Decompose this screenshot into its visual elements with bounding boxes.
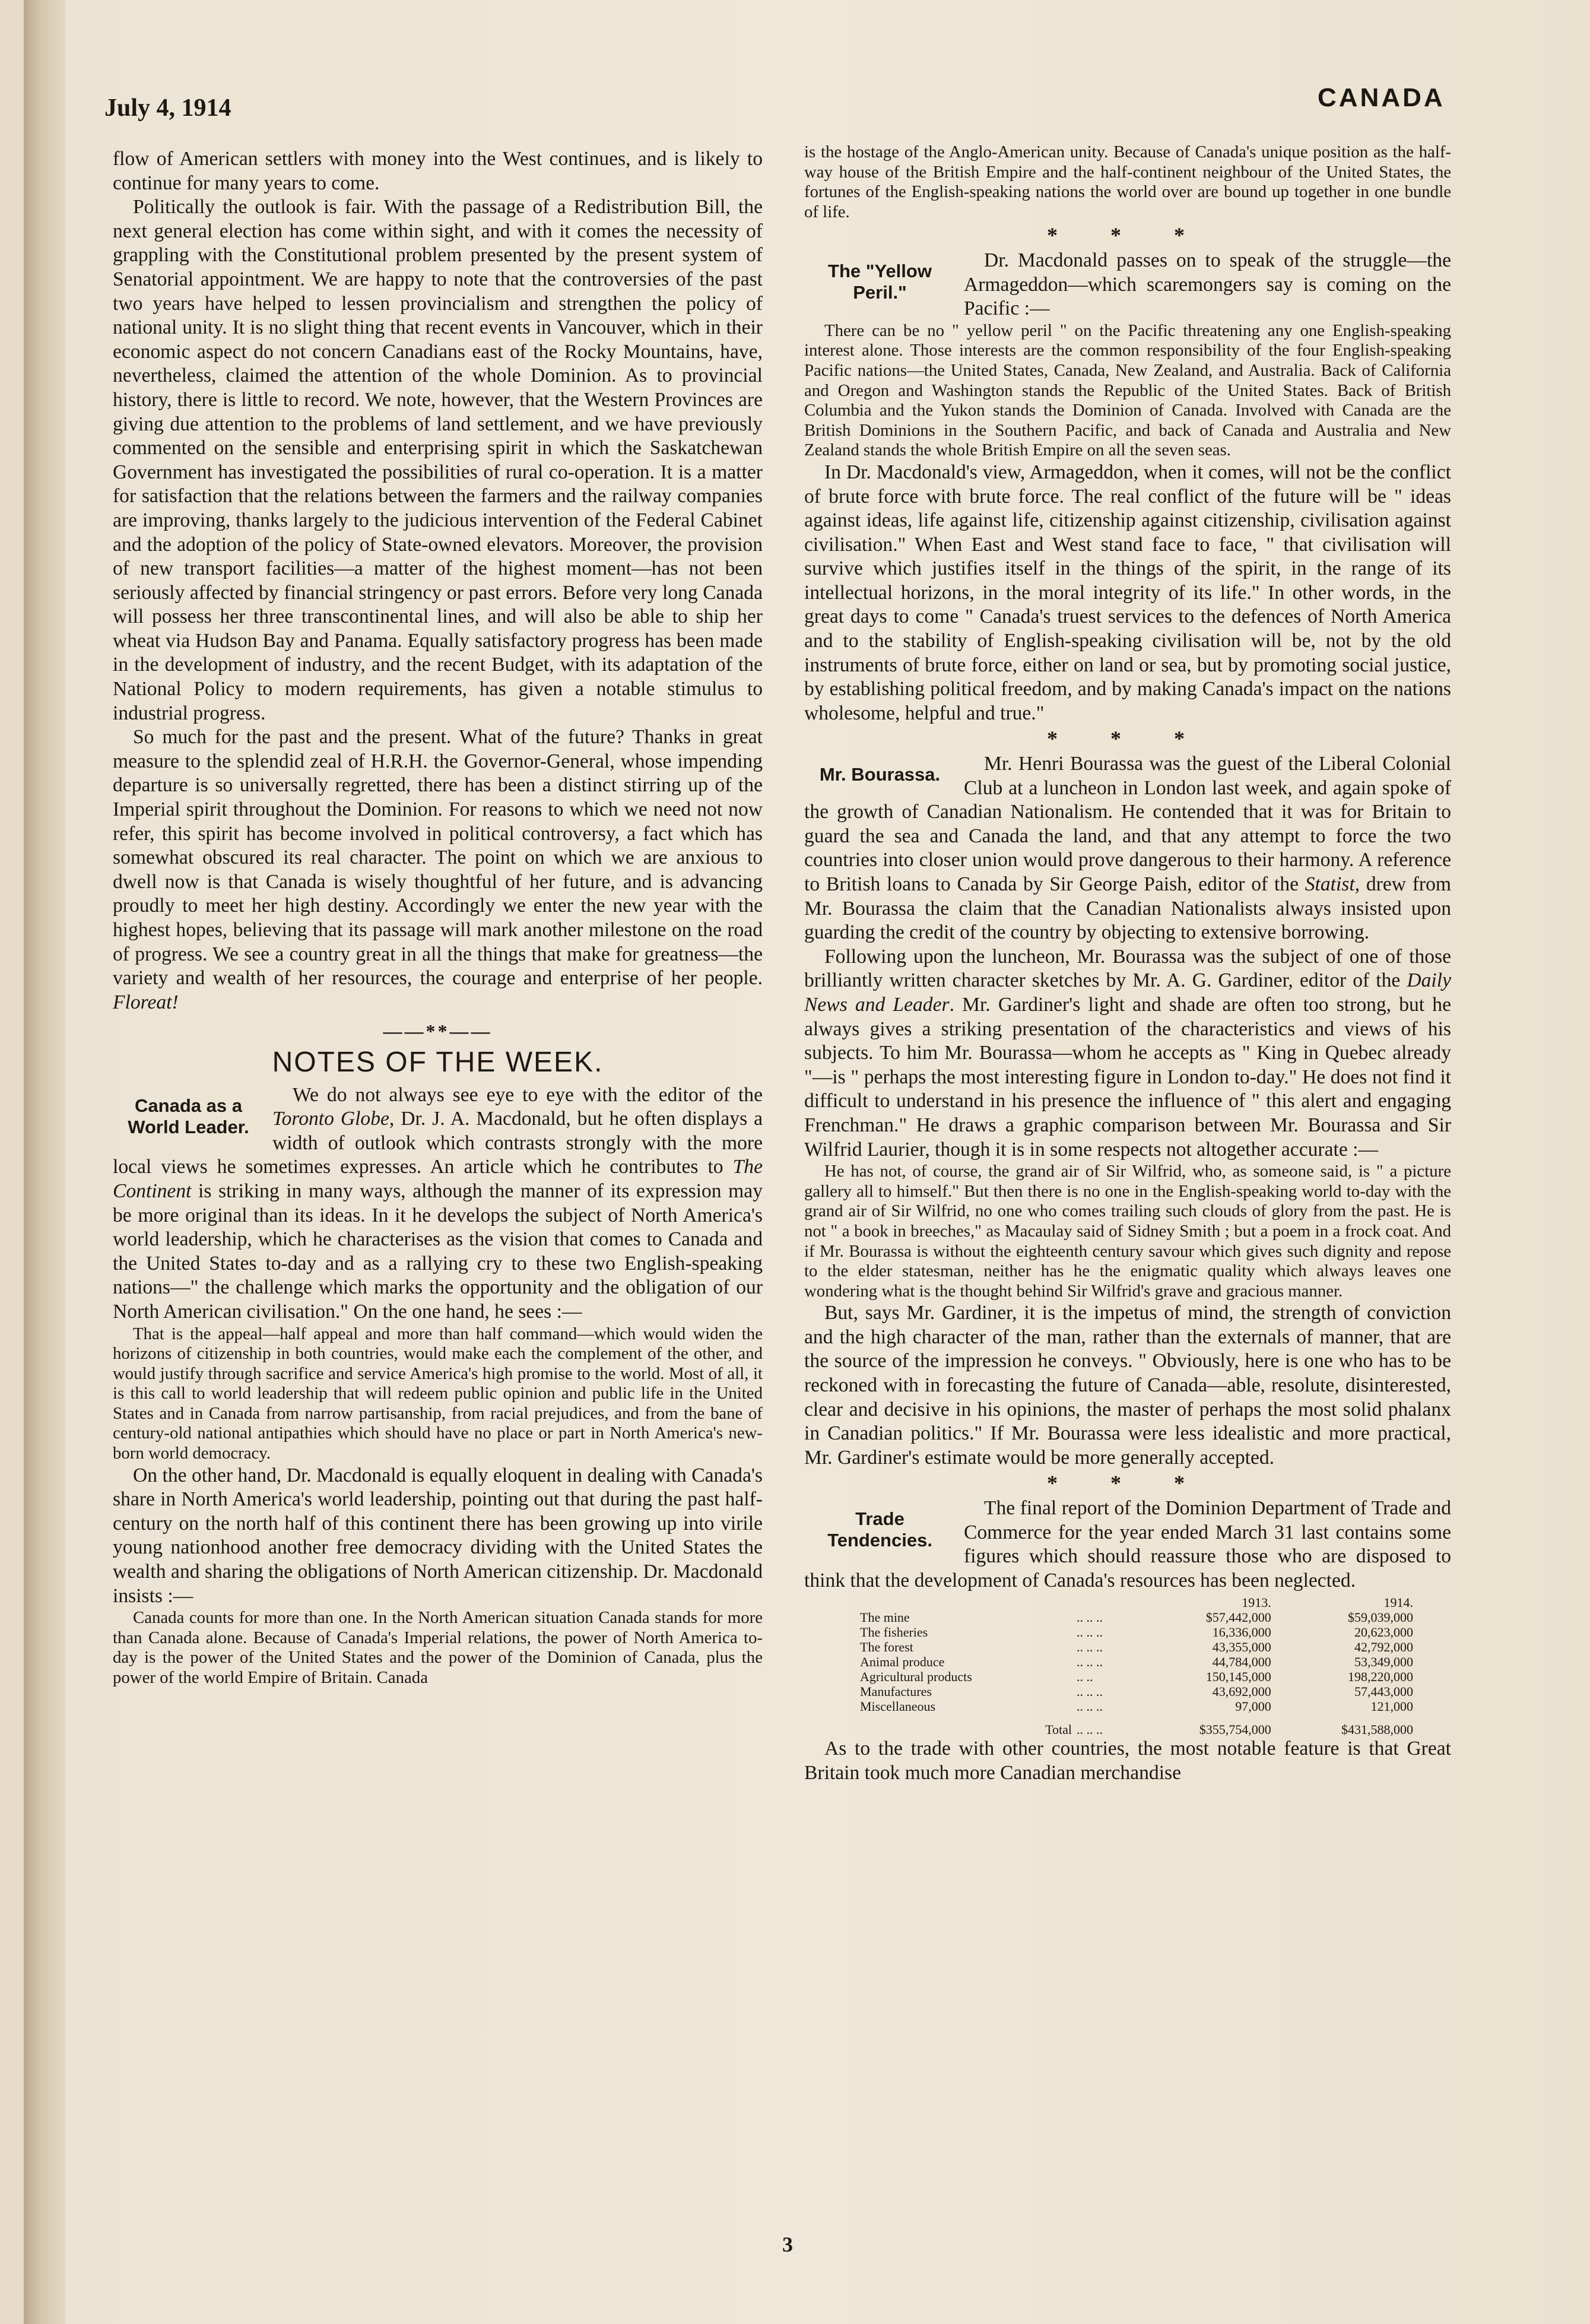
- section-title-notes: NOTES OF THE WEEK.: [272, 1046, 604, 1078]
- article-trade: [804, 1497, 1451, 1593]
- block-quote: [113, 1608, 763, 1688]
- block-quote: [113, 1324, 763, 1464]
- text-run: Following upon the luncheon, Mr. Bourassa was the subject of one of those brilliantly written character sketches by Mr. A. G. Gardiner, editor of the: [804, 945, 1451, 992]
- paragraph: flow of American settlers with money into the West continues, and is likely to continue for many years to come.: [113, 148, 763, 194]
- section-stars: * * *: [1047, 727, 1208, 751]
- article-bourassa: [804, 752, 1451, 945]
- paragraph: [804, 945, 1451, 1162]
- italic-title: Statist: [1305, 873, 1355, 895]
- text-run: . Mr. Gardiner's light and shade are often too strong, but he always gives a striking presentation of the characteristics and views of his subjects. To him Mr. Bourassa—whom he accepts as " King in Quebec already "—is " perhaps the most interesting figure in London to-day." He does not find it difficult to understand in his presence the influence of " this alert and engaging Frenchman." He draws a graphic comparison between Mr. Bourassa and Sir Wilfrid Laurier, though it is in some respects not altogether accurate :—: [804, 993, 1451, 1161]
- quote-paragraph: Canada counts for more than one. In the North American situation Canada stands for more than Canada alone. Because of Canada's Imperial relations, the power of North America to-day is the power of the United States and the power of the Dominion of Canada, plus the power of the world Empire of Britain. Canada: [113, 1608, 763, 1687]
- table-total-row: [858, 1714, 1416, 1737]
- italic-title: Daily News and Leader: [804, 969, 1451, 1016]
- cell-1914: 198,220,000: [1348, 1669, 1413, 1685]
- table-row: [858, 1640, 1416, 1654]
- italic-title: The Continent: [113, 1156, 763, 1202]
- row-dots: .. ..: [1077, 1669, 1093, 1685]
- row-label: Animal produce: [860, 1654, 945, 1670]
- cell-1914: 42,792,000: [1354, 1640, 1413, 1655]
- row-label: Miscellaneous: [860, 1699, 936, 1714]
- cell-1914: $59,039,000: [1348, 1610, 1413, 1625]
- block-quote: [804, 1162, 1451, 1301]
- block-quote: [804, 321, 1451, 461]
- quote-paragraph: He has not, of course, the grand air of Sir Wilfrid, who, as someone said, is " a picture gallery all to himself." But then there is no one in the English-speaking world to-day with the grand air of Sir Wilfrid, no one who comes trailing such clouds of glory from the past. He is not " a book in breeches," as Macaulay said of Sidney Smith ; but a poem in a frock coat. And if Mr. Bourassa is without the eighteenth century savour which gives such dignity and repose to the elder statesman, neither has he the enigmatic quality which always leaves one wondering what is the thought behind Sir Wilfrid's grave and gracious manner.: [804, 1162, 1451, 1301]
- text-run: , drew from Mr. Bourassa the claim that the Canadian Nationalists always insisted upon guarding the credit of the country by objecting to extensive borrowing.: [804, 873, 1451, 944]
- floreat-text: Floreat!: [113, 991, 179, 1013]
- table-row: [858, 1684, 1416, 1699]
- table-row: [858, 1610, 1416, 1625]
- paragraph: But, says Mr. Gardiner, it is the impetus of mind, the strength of conviction and the high character of the man, rather than the externals of manner, that are the source of the impression he conveys. " Obviously, here is one who has to be reckoned with in forecasting the future of Canada—able, resolute, disinterested, clear and decisive in his opinions, the master of perhaps the most solid phalanx in Canadian politics." If Mr. Bourassa were less idealistic and more practical, Mr. Gardiner's estimate would be more generally accepted.: [804, 1302, 1451, 1469]
- right-column: [804, 142, 1451, 1786]
- cell-1913: 16,336,000: [1212, 1625, 1271, 1640]
- paragraph: Dr. Macdonald passes on to speak of the struggle—the Armageddon—which scaremongers say is coming on the Pacific :—: [964, 249, 1451, 320]
- quote-paragraph: That is the appeal—half appeal and more than half command—which would widen the horizons of citizenship in both countries, would make each the complement of the other, and would justify through sacrifice and service America's high promise to the world. Most of all, it is this call to world leadership that will redeem public opinion and public life in the United States and in Canada from narrow partisanship, from racial prejudices, and from the bane of century-old national antipathies which should have no place or part in North America's new-born world democracy.: [113, 1324, 763, 1463]
- paragraph: Politically the outlook is fair. With the passage of a Redistribution Bill, the next general election has come within sight, and with it comes the necessity of grappling with the Constitutional problem presented by the present system of Senatorial appointment. We are happy to note that the controversies of the past two years have helped to lessen provincialism and strengthen the policy of national unity. It is no slight thing that recent events in Vancouver, which in their economic aspect do not concern Canadians east of the Rocky Mountains, have, nevertheless, claimed the attention of the whole Dominion. As to provincial history, there is little to record. We note, however, that the Western Provinces are giving due attention to the problems of land settlement, and we have previously commented on the sensible and enterprising spirit in which the Saskatchewan Government has investigated the possibilities of rural co-operation. It is a matter for satisfaction that the relations between the farmers and the railway companies are improving, thanks largely to the judicious intervention of the Federal Cabinet and the adoption of the policy of State-owned elevators. Moreover, the provision of new transport facilities—a matter of the highest moment—has not been seriously affected by financial stringency or past errors. Before very long Canada will possess her three transcontinental lines, and will also be able to ship her wheat via Hudson Bay and Panama. Equally satisfactory progress has been made in the development of industry, and the recent Budget, with its adaptation of the National Policy to modern requirements, has given a notable stimulus to industrial progress.: [113, 196, 763, 724]
- cell-1913: 44,784,000: [1212, 1654, 1271, 1670]
- total-1913: $355,754,000: [1199, 1722, 1271, 1738]
- text-run: , Dr. J. A. Macdonald, but he often displays a width of outlook which contrasts strongly with the more local views he sometimes expresses. An article which he contributes to: [113, 1108, 763, 1178]
- table-row: [858, 1669, 1416, 1684]
- row-label: Agricultural products: [860, 1669, 972, 1685]
- paragraph: As to the trade with other countries, the most notable feature is that Great Britain took much more Canadian merchandise: [804, 1738, 1451, 1784]
- article-world-leader: [113, 1083, 763, 1324]
- row-dots: .. .. ..: [1077, 1684, 1103, 1700]
- row-dots: .. .. ..: [1077, 1625, 1103, 1640]
- row-label: The forest: [860, 1640, 913, 1655]
- row-dots: .. .. ..: [1077, 1640, 1103, 1655]
- table-row: [858, 1625, 1416, 1640]
- italic-title: Toronto Globe: [272, 1108, 389, 1130]
- cell-1914: 53,349,000: [1354, 1654, 1413, 1670]
- cell-1914: 57,443,000: [1354, 1684, 1413, 1700]
- cell-1913: 97,000: [1235, 1699, 1271, 1714]
- cell-1913: 43,355,000: [1212, 1640, 1271, 1655]
- side-head-yellow-peril: The "Yellow Peril.": [828, 260, 932, 303]
- table-header-row: [858, 1595, 1416, 1610]
- total-1914: $431,588,000: [1341, 1722, 1413, 1738]
- table-row: [858, 1699, 1416, 1714]
- paragraph: The final report of the Dominion Department of Trade and Commerce for the year ended March 31 last contains some figures which should reassure those who are disposed to think that the development of Canada's resources has been neglected.: [804, 1497, 1451, 1591]
- running-head-date: July 4, 1914: [104, 94, 231, 122]
- cell-1913: 150,145,000: [1205, 1669, 1271, 1685]
- page-number: 3: [782, 2233, 793, 2256]
- cell-1913: 43,692,000: [1212, 1684, 1271, 1700]
- quote-paragraph: There can be no " yellow peril " on the Pacific threatening any one English-speaking interest alone. Those interests are the common responsibility of the four English-speaking Pacific nations—the United States, Canada, New Zealand, and Australia. Back of California and Oregon and Washington stands the Republic of the United States. Back of British Columbia and the Yukon stands the Dominion of Canada. Involved with Canada are the British Dominions in the Southern Pacific, and back of Canada and Australia and New Zealand stands the whole British Empire on all the seven seas.: [804, 321, 1451, 460]
- left-column: [113, 147, 763, 1688]
- table-row: [858, 1654, 1416, 1669]
- block-quote: [804, 142, 1451, 222]
- paragraph: [113, 725, 763, 1014]
- quote-paragraph: is the hostage of the Anglo-American unity. Because of Canada's unique position as the half-way house of the British Empire and the half-continent neighbour of the United States, the fortunes of the English-speaking nations the world over are bound up together in one bundle of life.: [804, 142, 1451, 221]
- cell-1914: 20,623,000: [1354, 1625, 1413, 1640]
- paragraph: In Dr. Macdonald's view, Armageddon, when it comes, will not be the conflict of brute force with brute force. The real conflict of the future will be " ideas against ideas, life against life, citizenship against citizenship, civilisation against civilisation." When East and West stand face to face, " that civilisation will survive which justifies itself in the things of the spirit, in the range of its intellectual horizons, in the moral integrity of its life." In other words, in the great days to come " Canada's truest services to the defences of North America and to the stability of English-speaking civilisation will be, not by the old instruments of brute force, either on land or sea, but by promoting social justice, by establishing political freedom, and by making Canada's impact on the nations wholesome, helpful and true.": [804, 461, 1451, 724]
- total-label: Total: [1045, 1722, 1072, 1738]
- row-dots: .. .. ..: [1077, 1654, 1103, 1670]
- row-label: The mine: [860, 1610, 910, 1625]
- text-run: is striking in many ways, although the manner of its expression may be more original than its ideas. In it he develops the subject of North America's world leadership, which he characterises as the vision that comes to Canada and the United States to-day and as a rallying cry to these two English-speaking nations—" the challenge which marks the opportunity and the obligation of our North American civilisation." On the one hand, he sees :—: [113, 1180, 763, 1323]
- row-label: The fisheries: [860, 1625, 928, 1640]
- section-stars: * * *: [1047, 223, 1208, 248]
- page-fold-shadow: [24, 0, 65, 2324]
- section-stars: * * *: [1047, 1471, 1208, 1495]
- text-run: Mr. Henri Bourassa was the guest of the Liberal Colonial Club at a luncheon in London last week, and again spoke of the growth of Canadian Nationalism. He contended that it was for Britain to guard the sea and Canada the land, and that any attempt to force the two countries into closer union would prove dangerous to their harmony. A reference to British loans to Canada by Sir George Paish, editor of the: [804, 753, 1451, 895]
- trade-table: [858, 1595, 1416, 1737]
- section-divider: ——**——: [383, 1020, 493, 1042]
- side-head-trade: Trade Tendencies.: [827, 1508, 932, 1551]
- year-header: 1914.: [1383, 1595, 1413, 1610]
- row-label: Manufactures: [860, 1684, 932, 1700]
- cell-1913: $57,442,000: [1205, 1610, 1271, 1625]
- article-yellow-peril: [804, 249, 1451, 321]
- side-head-world-leader: Canada as a World Leader.: [128, 1095, 249, 1137]
- paragraph: On the other hand, Dr. Macdonald is equally eloquent in dealing with Canada's share in North America's world leadership, pointing out that during the past half-century on the north half of this continent there has been growing up into virile young nationhood another free democracy dividing with the United States the wealth and sharing the obligations of North American citizenship. Dr. Macdonald insists :—: [113, 1464, 763, 1607]
- side-head-bourassa: Mr. Bourassa.: [819, 764, 941, 785]
- row-dots: .. .. ..: [1077, 1722, 1103, 1738]
- text-run: We do not always see eye to eye with the editor of the: [293, 1083, 763, 1106]
- running-head-publication: CANADA: [1318, 83, 1445, 112]
- row-dots: .. .. ..: [1077, 1699, 1103, 1714]
- row-dots: .. .. ..: [1077, 1610, 1103, 1625]
- future-text: So much for the past and the present. What of the future? Thanks in great measure to the splendid zeal of H.R.H. the Governor-General, whose impending departure is so universally regretted, there has been a distinct stirring up of the Imperial spirit throughout the Dominion. For reasons to which we need not now refer, this spirit has become involved in political controversy, a fact which has somewhat obscured its real character. The point on which we are anxious to dwell now is that Canada is wisely thoughtful of her future, and is advancing proudly to meet her high destiny. Accordingly we enter the new year with the highest hopes, believing that its passage will mark another milestone on the road of progress. We see a country great in all the things that make for greatness—the variety and wealth of her resources, the courage and enterprise of her people.: [113, 726, 763, 990]
- year-header: 1913.: [1242, 1595, 1271, 1610]
- cell-1914: 121,000: [1370, 1699, 1413, 1714]
